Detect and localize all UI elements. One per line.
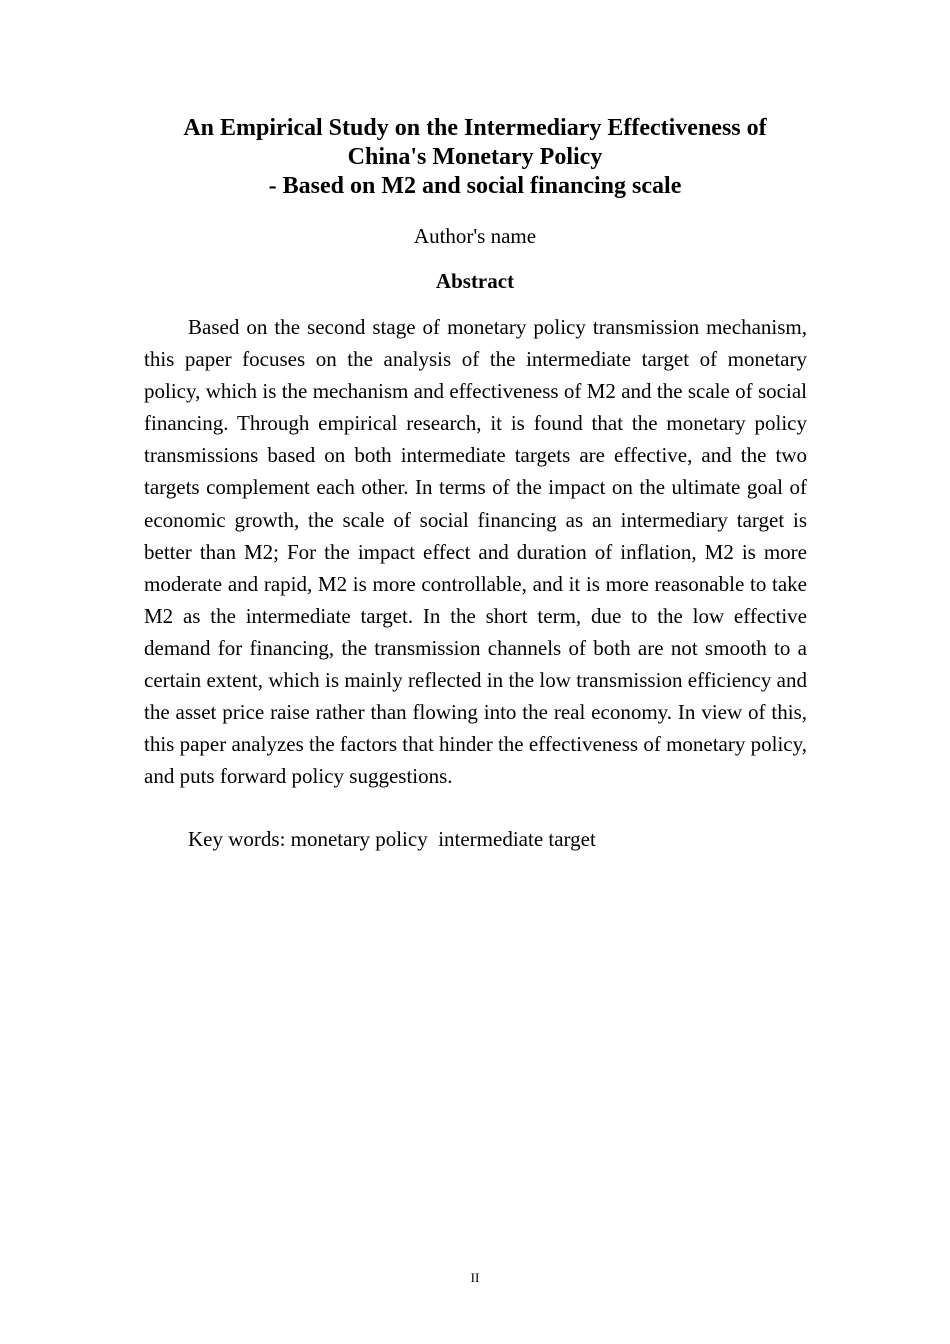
paper-title	[100, 114, 850, 201]
title-line-2: China's Monetary Policy	[347, 144, 603, 170]
author-name: Author's name	[413, 224, 537, 248]
abstract-heading: Abstract	[435, 269, 515, 293]
abstract-body: Based on the second stage of monetary policy transmission mechanism, this paper focuses on the analysis of the intermediate target of monetary policy, which is the mechanism and effectiveness of M2 and the scale of social financing. Through empirical research, it is found that the monetary policy transmissions based on both intermediate targets are effective, and the two targets complement each other. In terms of the impact on the ultimate goal of economic growth, the scale of social financing as an intermediary target is better than M2; For the impact effect and duration of inflation, M2 is more moderate and rapid, M2 is more controllable, and it is more reasonable to take M2 as the intermediate target. In the short term, due to the low effective demand for financing, the transmission channels of both are not smooth to a certain extent, which is mainly reflected in the low transmission efficiency and the asset price raise rather than flowing into the real economy. In view of this, this paper analyzes the factors that hinder the effectiveness of monetary policy, and puts forward policy suggestions.	[144, 315, 807, 789]
page-number: II	[470, 1270, 480, 1285]
title-line-3: - Based on M2 and social financing scale	[268, 173, 682, 199]
keywords: Key words: monetary policy intermediate target	[188, 827, 596, 851]
title-line-1: An Empirical Study on the Intermediary Effectiveness of	[183, 115, 767, 141]
